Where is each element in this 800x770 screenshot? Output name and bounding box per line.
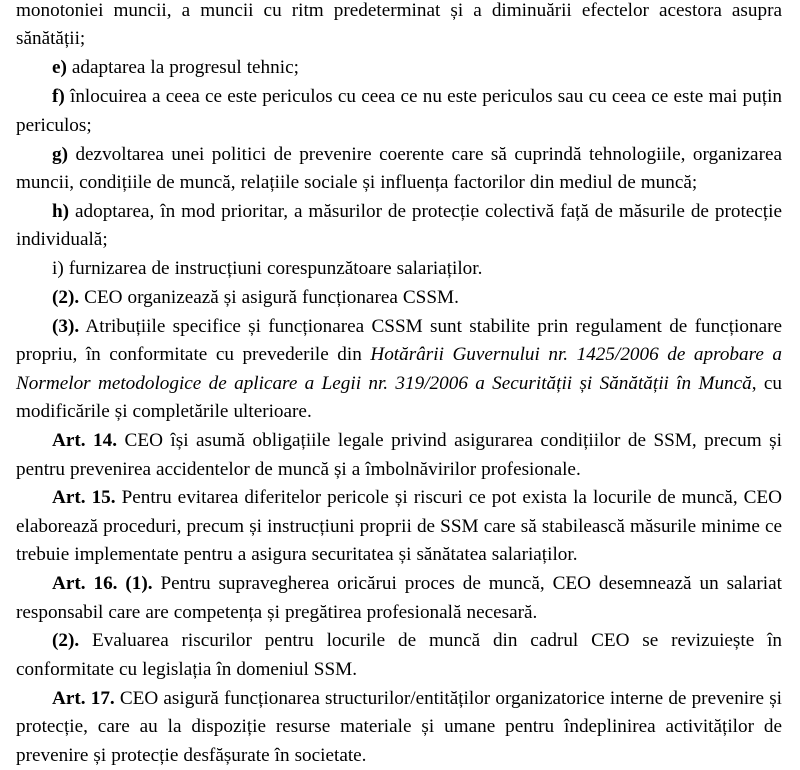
- bold-run: g): [52, 143, 68, 165]
- paragraph-p-3: [16, 313, 782, 427]
- paragraph-p-art14: [16, 427, 782, 484]
- paragraph-p-2: [16, 284, 782, 312]
- bold-run: (2).: [52, 287, 80, 309]
- paragraph-p-f: [16, 83, 782, 140]
- text-run: i) furnizarea de instrucțiuni corespunzătoare salariaților.: [52, 258, 483, 280]
- text-run: monotoniei muncii, a muncii cu ritm predeterminat și a diminuării efectelor acestora asupra sănătății;: [16, 0, 782, 50]
- text-run: , cu modificările și completările ulterioare.: [16, 372, 783, 423]
- paragraph-p-h: [16, 198, 782, 255]
- italic-run: Hotărârii Guvernului nr. 1425/2006 de aprobare a Normelor metodologice de aplicare a Legii nr. 319/2006 a Securității și Sănătății în Muncă: [16, 344, 782, 394]
- text-run: Atribuțiile specifice și funcționarea CSSM sunt stabilite prin regulament de funcționare propriu, în conformitate cu prevederile din: [16, 315, 782, 366]
- text-run: dezvoltarea unei politici de prevenire coerente care să cuprindă tehnologiile, organizarea muncii, condițiile de muncă, relațiile sociale și influența factorilor din mediul de muncă;: [16, 143, 782, 193]
- bold-run: (3).: [52, 315, 80, 337]
- bold-run: Art. 14.: [52, 430, 118, 452]
- paragraph-p-e: [16, 54, 782, 82]
- text-run: Evaluarea riscurilor pentru locurile de muncă din cadrul CEO se revizuiește în conformitate cu legislația în domeniul SSM.: [16, 630, 782, 680]
- bold-run: f): [52, 86, 65, 108]
- text-run: Pentru evitarea diferitelor pericole și riscuri ce pot exista la locurile de muncă, CEO elaborează proceduri, precum și instrucțiuni proprii de SSM care să stabilească măsurile minime ce trebuie implementate pentru a asigura securitatea și sănătatea salariaților.: [16, 487, 782, 566]
- paragraph-p-art16-2: [16, 627, 782, 684]
- text-run: CEO asigură funcționarea structurilor/entităților organizatorice interne de prevenire și protecție, care au la dispoziție resurse materiale și umane pentru îndeplinirea activităților de prevenire și protecție desfășurate în societate.: [16, 687, 782, 766]
- bold-run: h): [52, 200, 70, 222]
- paragraph-p-g: [16, 141, 782, 198]
- text-run: înlocuirea a ceea ce este periculos cu ceea ce nu este periculos sau cu ceea ce este mai puțin periculos;: [16, 86, 782, 136]
- bold-run: (2).: [52, 630, 80, 652]
- text-run: Pentru supravegherea oricărui proces de muncă, CEO desemnează un salariat responsabil care are competența și pregătirea profesională necesară.: [16, 573, 782, 623]
- text-run: CEO își asumă obligațiile legale privind asigurarea condițiilor de SSM, precum și pentru prevenirea accidentelor de muncă și a îmbolnăvirilor profesionale.: [16, 430, 782, 480]
- document-body: [16, 0, 782, 770]
- paragraph-p-continuation: [16, 0, 782, 54]
- bold-run: Art. 16. (1).: [52, 573, 153, 595]
- paragraph-p-art17: [16, 685, 782, 770]
- text-run: CEO organizează și asigură funcționarea CSSM.: [79, 287, 459, 309]
- paragraph-p-i: [16, 255, 782, 283]
- paragraph-p-art16-1: [16, 570, 782, 627]
- bold-run: e): [52, 57, 67, 79]
- bold-run: Art. 15.: [52, 487, 116, 509]
- text-run: adoptarea, în mod prioritar, a măsurilor de protecție colectivă față de măsurile de protecție individuală;: [16, 200, 782, 251]
- bold-run: Art. 17.: [52, 687, 115, 709]
- paragraph-p-art15: [16, 484, 782, 569]
- text-run: adaptarea la progresul tehnic;: [66, 57, 299, 79]
